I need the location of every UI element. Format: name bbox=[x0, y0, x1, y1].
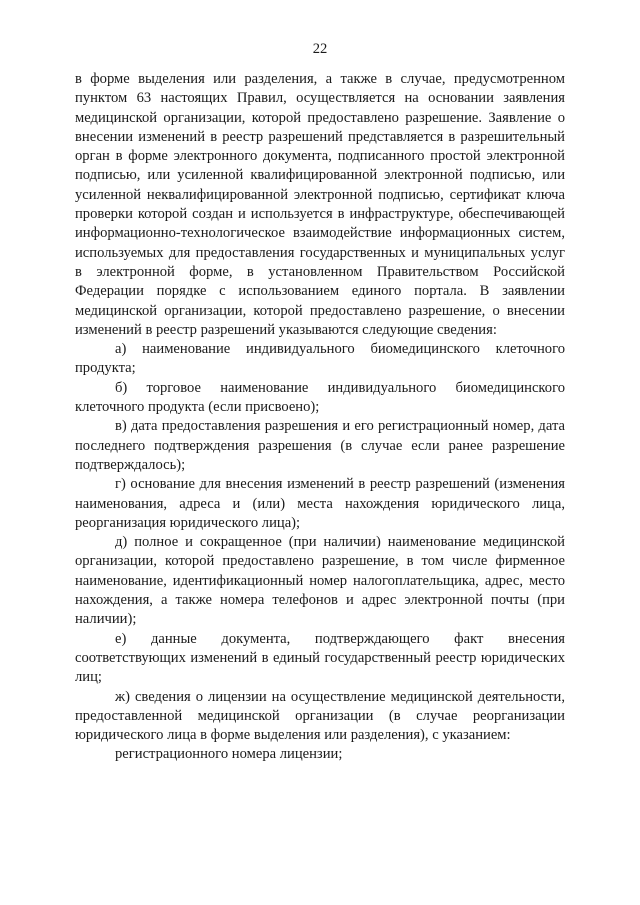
list-item-e: е) данные документа, подтверждающего факт внесения соответствующих изменений в единый государственный реестр юридических лиц; bbox=[75, 630, 565, 686]
paragraph-license-number: регистрационного номера лицензии; bbox=[115, 746, 343, 763]
list-item-zh: ж) сведения о лицензии на осуществление медицинской деятельности, предоставленной медицинской организации (в случае реорганизации юридического лица в форме выделения или разделения), с указанием: bbox=[75, 688, 565, 744]
list-item-b: б) торговое наименование индивидуального биомедицинского клеточного продукта (если присвоено); bbox=[75, 379, 565, 416]
list-item-v: в) дата предоставления разрешения и его регистрационный номер, дата последнего подтверждения разрешения (в случае если ранее разрешение подтверждалось); bbox=[75, 418, 565, 473]
paragraph-intro: в форме выделения или разделения, а также в случае, предусмотренном пунктом 63 настоящих Правил, осуществляется на основании заявления медицинской организации, которой предоставлено разрешение. Заявление о внесении изменений в реестр разрешений представляется в разрешительный орган в форме электронного документа, подписанного простой электронной подписью, или усиленной квалифицированной электронной подписью, или усиленной неквалифицированной электронной подписью, сертификат ключа проверки которой создан и используется в инфраструктуре, обеспечивающей информационно-технологическое взаимодействие информационных систем, используемых для предоставления государственных и муниципальных услуг в электронной форме, в установленном Правительством Российской Федерации порядке с использованием единого портала. В заявлении медицинской организации, которой предоставлено разрешение, о внесении изменений в реестр разрешений указываются следующие сведения: bbox=[75, 71, 565, 338]
page-number: 22 bbox=[312, 41, 328, 57]
list-item-d: д) полное и сокращенное (при наличии) наименование медицинской организации, которой предоставлено разрешение, в том числе фирменное наименование, идентификационный номер налогоплательщика, адрес, место нахождения, а также номера телефонов и адрес электронной почты (при наличии); bbox=[75, 534, 565, 628]
list-item-a: а) наименование индивидуального биомедицинского клеточного продукта; bbox=[75, 341, 565, 377]
document-body bbox=[75, 70, 565, 765]
list-item-g: г) основание для внесения изменений в реестр разрешений (изменения наименования, адреса и (или) места нахождения юридического лица, реорганизация юридического лица); bbox=[75, 476, 565, 531]
